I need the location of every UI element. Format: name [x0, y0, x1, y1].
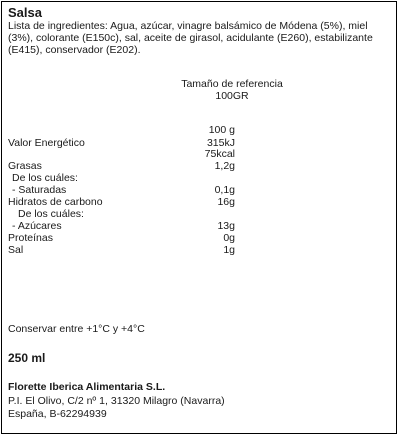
- energy-kj: 315kJ: [206, 137, 235, 149]
- energy-kcal: 75kcal: [204, 148, 235, 160]
- company-registration: España, B-62294939: [8, 408, 107, 420]
- reference-size: [132, 78, 332, 102]
- nutrient-label: Hidratos de carbono: [8, 196, 103, 208]
- nutrient-value: 13g: [217, 220, 235, 232]
- product-title: Salsa: [8, 5, 42, 20]
- storage-instructions: Conservar entre +1°C y +4°C: [8, 323, 145, 335]
- nutrient-label: - Saturadas: [12, 184, 67, 196]
- nutrient-label: - Azúcares: [12, 220, 62, 232]
- nutrient-sublabel: De los cuáles:: [12, 172, 78, 184]
- quantity-header: 100 g: [208, 124, 235, 136]
- nutrient-value: 1,2g: [214, 160, 235, 172]
- label-panel: [1, 1, 397, 434]
- company-name: Florette Iberica Alimentaria S.L.: [8, 381, 166, 393]
- nutrient-value: 16g: [217, 196, 235, 208]
- energy-label: Valor Energético: [8, 137, 85, 149]
- ingredients-list: Lista de ingredientes: Agua, azúcar, vinagre balsámico de Módena (5%), miel (3%), colorante (E150c), sal, aceite de girasol, acidulante (E260), estabilizante (E415), conservador (E202).: [8, 20, 373, 56]
- nutrient-sublabel: De los cuáles:: [18, 208, 84, 220]
- nutrient-value: 0g: [223, 232, 235, 244]
- nutrient-value: 0,1g: [214, 184, 235, 196]
- reference-value: 100GR: [215, 90, 249, 102]
- company-address: P.I. El Olivo, C/2 nº 1, 31320 Milagro (Navarra): [8, 395, 225, 407]
- reference-label: Tamaño de referencia: [181, 78, 283, 90]
- nutrient-value: 1g: [223, 244, 235, 256]
- nutrient-label: Proteínas: [8, 232, 53, 244]
- nutrient-label: Grasas: [8, 160, 42, 172]
- nutrient-label: Sal: [8, 244, 24, 256]
- volume: 250 ml: [8, 351, 46, 365]
